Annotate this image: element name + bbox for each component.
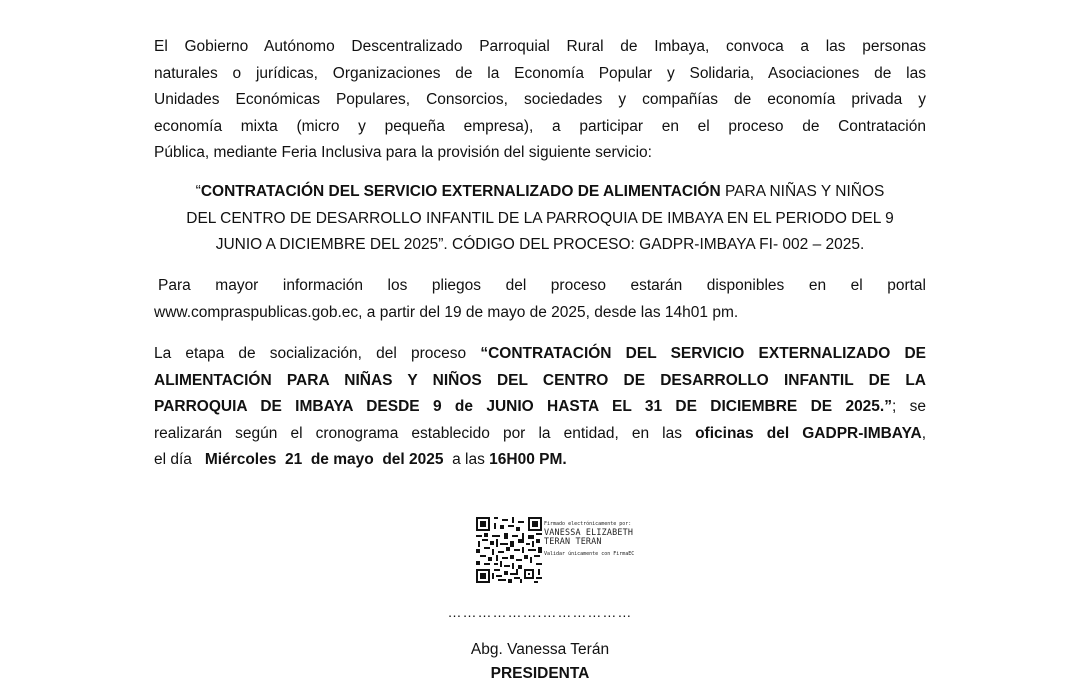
signature-text (544, 521, 634, 558)
intro-paragraph (154, 34, 926, 167)
socialization-line-4 (154, 421, 926, 448)
signed-by-label: Firmado electrónicamente por: (544, 521, 632, 527)
socialization-line-2 (154, 368, 926, 395)
socialization-line-3 (154, 394, 926, 421)
intro-line-3: Unidades Económicas Populares, Consorcios, sociedades y compañías de economía privada y (154, 91, 926, 108)
service-title-line-3: JUNIO A DICIEMBRE DEL 2025”. CÓDIGO DEL PROCESO: GADPR-IMBAYA FI- 002 – 2025. (215, 236, 865, 253)
socialization-line-1 (154, 341, 926, 368)
service-title-line-1 (154, 179, 926, 206)
service-title-rest: PARA NIÑAS Y NIÑOS (720, 183, 885, 200)
time-label: a las (443, 451, 490, 468)
process-name-bold-2: ALIMENTACIÓN PARA NIÑAS Y NIÑOS DEL CENTRO DE DESARROLLO INFANTIL DE LA (154, 371, 926, 389)
signature-line: ……………….……………… (447, 604, 633, 620)
meeting-date: Miércoles 21 de mayo del 2025 (204, 451, 444, 468)
day-label: el día (154, 451, 205, 468)
electronic-signature-stamp (476, 517, 676, 585)
schedule-text: realizarán según el cronograma establecido por la entidad, en las (154, 424, 696, 442)
signer-digital-name-1: VANESSA ELIZABETH (544, 527, 634, 537)
process-name-bold-1: “CONTRATACIÓN DEL SERVICIO EXTERNALIZADO DE (480, 345, 926, 362)
office-location: oficinas del GADPR-IMBAYA (695, 424, 922, 442)
info-line-1: Para mayor información los pliegos del proceso estarán disponibles en el portal (158, 277, 926, 294)
qr-code-icon (476, 517, 542, 583)
intro-line-4: economía mixta (micro y pequeña empresa), a participar en el proceso de Contratación (154, 117, 926, 135)
intro-line-5: Pública, mediante Feria Inclusiva para la provisión del siguiente servicio: (154, 144, 652, 161)
intro-line-2: naturales o jurídicas, Organizaciones de la Economía Popular y Solidaria, Asociaciones de las (154, 64, 926, 82)
info-line-2: www.compraspublicas.gob.ec, a partir del 19 de mayo de 2025, desde las 14h01 pm. (154, 303, 739, 321)
open-quote: “ (195, 183, 201, 200)
service-title-line-2: DEL CENTRO DE DESARROLLO INFANTIL DE LA PARROQUIA DE IMBAYA EN EL PERIODO DEL 9 (186, 209, 894, 227)
comma: , (921, 424, 926, 442)
intro-line-1: El Gobierno Autónomo Descentralizado Parroquial Rural de Imbaya, convoca a las personas (154, 38, 926, 55)
service-title-block (154, 179, 926, 259)
process-name-bold-3: PARROQUIA DE IMBAYA DESDE 9 de JUNIO HASTA EL 31 DE DICIEMBRE DE 2025.” (154, 398, 892, 415)
socialization-intro: La etapa de socialización, del proceso (154, 345, 481, 362)
service-title-bold: CONTRATACIÓN DEL SERVICIO EXTERNALIZADO DE ALIMENTACIÓN (200, 183, 721, 200)
socialization-se: ; se (891, 398, 926, 415)
socialization-line-5 (154, 447, 926, 474)
meeting-time: 16H00 PM. (489, 451, 567, 468)
validate-label: Validar únicamente con FirmaEC (544, 551, 635, 557)
signer-digital-name-2: TERAN TERAN (544, 536, 602, 546)
signer-name: Abg. Vanessa Terán (470, 641, 610, 658)
signer-role: PRESIDENTA (490, 665, 590, 682)
socialization-paragraph (154, 341, 926, 474)
info-paragraph (154, 273, 926, 326)
